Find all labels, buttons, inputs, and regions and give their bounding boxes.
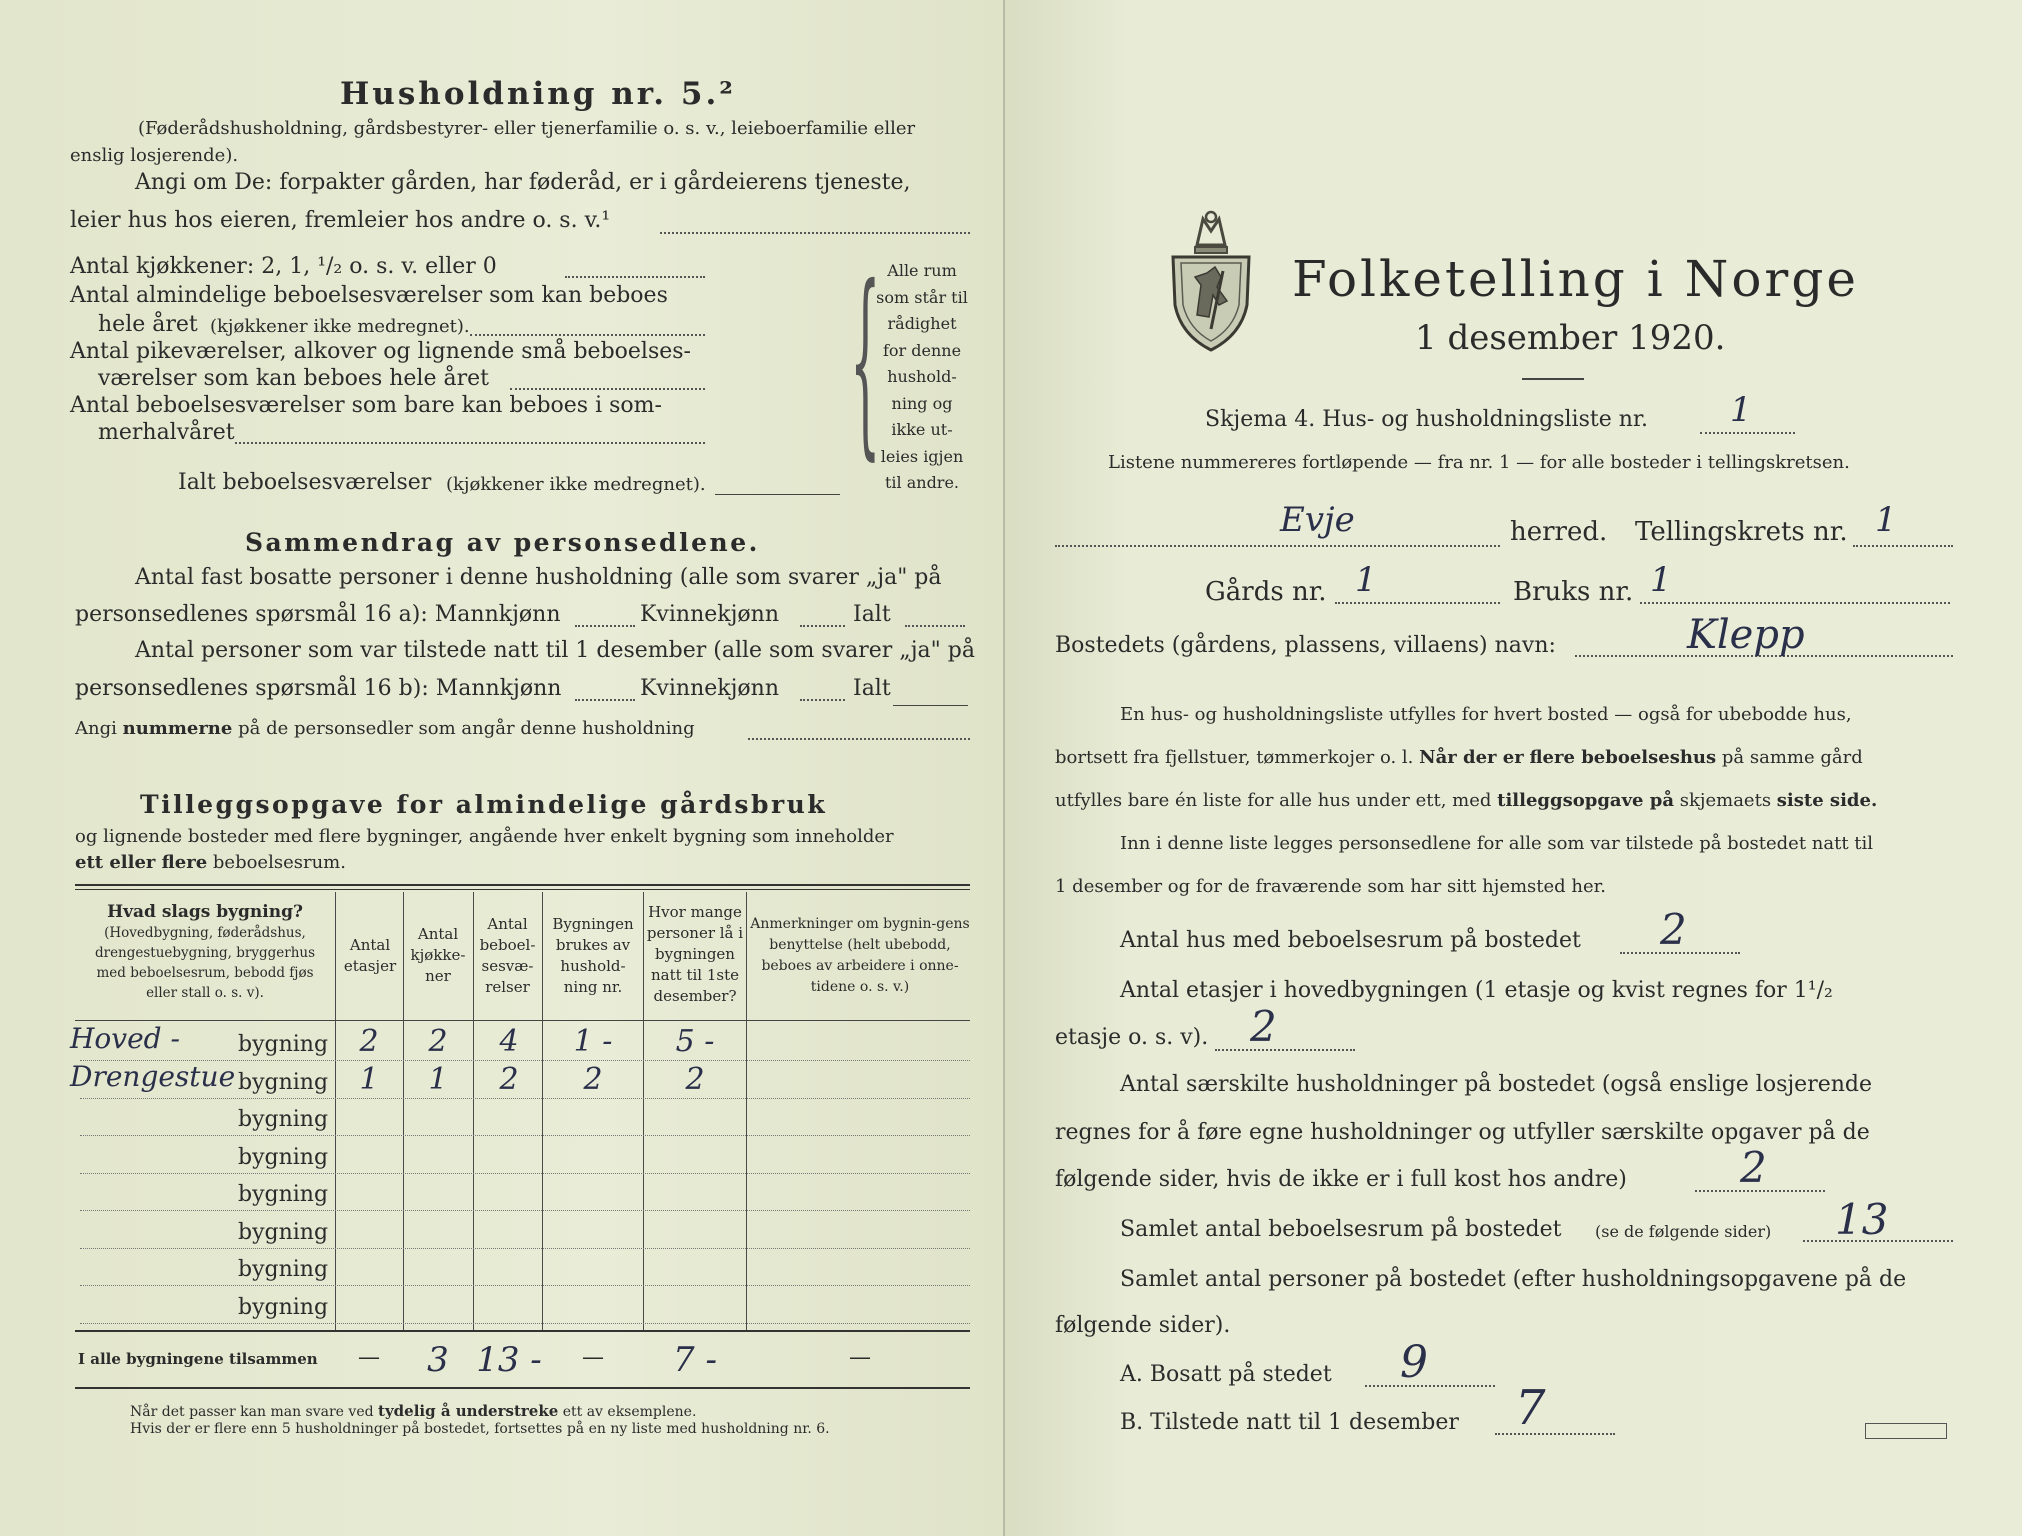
table-head-floors: Antal etasjer xyxy=(343,936,397,975)
rooms-small-2: værelser som kan beboes hele året xyxy=(98,366,489,391)
row-floors: 1 xyxy=(359,1061,379,1097)
question-present: B. Tilstede natt til 1 desember xyxy=(1120,1410,1459,1435)
building-label: bygning xyxy=(238,1294,329,1320)
total-floors: — xyxy=(358,1345,380,1370)
question-households-2: regnes for å føre egne husholdninger og utfyller særskilte opgaver på de xyxy=(1055,1120,1870,1145)
table-head-kitchens: Antal kjøkke-ner xyxy=(410,925,466,985)
supplement-line-2: ett eller flere beboelsesrum. xyxy=(75,852,346,873)
summary-line-3: Antal personer som var tilstede natt til 1 desember (alle som svarer „ja" på xyxy=(135,638,975,663)
answer-rooms: 13 xyxy=(1835,1195,1889,1244)
census-title: Folketelling i Norge xyxy=(1292,250,1859,308)
question-persons-2: følgende sider). xyxy=(1055,1313,1231,1338)
household-subtitle-2: enslig losjerende). xyxy=(70,145,239,166)
intro-line-2: leier hus hos eieren, fremleier hos andre o. s. v.¹ xyxy=(70,208,611,233)
summary-line-5: Angi nummerne på de personsedler som angår denne husholdning xyxy=(75,718,695,739)
left-page: Husholdning nr. 5.² (Føderådshusholdning, gårdsbestyrer- eller tjenerfamilie o. s. v., leieboerfamilie eller enslig losjerende). Angi om De: forpakter gården, har føderåd, er i gårdeierens tjeneste, leier hus hos eieren, fremleier hos andre o. s. v.¹ Antal kjøkkener: 2, 1, ¹/₂ o. s. v. eller 0 Antal almindelige beboelsesværelser som kan beboes hele året (kjøkkener ikke medregnet). Antal pikeværelser, alkover og lignende små beboelses- værelser som kan beboes hele året Antal beboelsesværelser som bare kan beboes i som- merhalvåret Ialt beboelsesværelser (kjøkkener ikke medregnet). { Alle rum som står til rådighet for denne hushold- ning og ikke ut- leies igjen til andre. Sammendrag av personsedlene. Antal fast bosatte personer i denne husholdning (alle som svarer „ja" på personsedlenes spørsmål 16 a): Mannkjønn Kvinnekjønn Ialt Antal personer som var tilstede natt til 1 desember (alle som svarer „ja" på personsedlenes spørsmål 16 b): Mannkjønn Kvinnekjønn Ialt Angi nummerne på de personsedler som angår denne husholdning Tilleggsopgave for almindelige gårdsbruk og lignende bosteder med flere bygninger, angående hver enkelt bygning som inneholder ett eller flere beboelsesrum. Hvad slags bygning? (Hovedbygning, føderådshus, drengestuebygning, bryggerhus med beboelsesrum, bebodd fjøs eller stall o. s. v). Antal etasjer Antal kjøkke-ner Antal beboel-sesvæ-relser Bygningen brukes av hushold-ning nr. Hvor mange personer lå i bygningen natt til 1ste desember? Anmerkninger om bygnin-gens benyttelse (helt ubebodd, beboes av arbeidere i onne-tidene o. s. v.) Hoved - bygning 2 2 4 1 - 5 - Drengestue bygning 1 1 2 2 2 bygning bygning bygning bygning bygning bygning I alle bygningene tilsammen — 3 13 - — 7 - — Når det passer kan man svare ved tydelig å understreke ett av eksemplene. Hvis der er flere enn 5 husholdninger på bostedet, fortsettes på en ny liste med husholdning nr. 6. xyxy=(0,0,1005,1536)
list-number: 1 xyxy=(1730,390,1752,430)
instruction-line-2: bortsett fra fjellstuer, tømmerkojer o. l. Når der er flere beboelseshus på samme gård xyxy=(1055,747,1863,768)
gards-value: 1 xyxy=(1355,560,1377,600)
krets-label: Tellingskrets nr. xyxy=(1635,517,1848,547)
bosted-value: Klepp xyxy=(1687,612,1805,658)
rooms-whole-year: hele året xyxy=(98,312,198,337)
table-total-label: I alle bygningene tilsammen xyxy=(78,1350,318,1368)
building-label: bygning xyxy=(238,1032,329,1057)
rooms-total: Ialt beboelsesværelser xyxy=(178,470,432,495)
table-head-persons: Hvor mange personer lå i bygningen natt til 1ste desember? xyxy=(646,903,744,1005)
krets-value: 1 xyxy=(1875,500,1897,540)
row-floors: 2 xyxy=(359,1024,379,1059)
building-label: bygning xyxy=(238,1107,329,1132)
building-label: bygning xyxy=(238,1219,329,1245)
question-floors-1: Antal etasjer i hovedbygningen (1 etasje og kvist regnes for 1¹/₂ xyxy=(1120,978,1833,1003)
instruction-line-5: 1 desember og for de fraværende som har sitt hjemsted her. xyxy=(1055,876,1606,897)
bruks-value: 1 xyxy=(1650,560,1672,600)
rooms-ordinary: Antal almindelige beboelsesværelser som kan beboes xyxy=(70,283,668,308)
household-subtitle-1: (Føderådshusholdning, gårdsbestyrer- eller tjenerfamilie o. s. v., leieboerfamilie eller xyxy=(138,118,916,139)
summary-line-2: personsedlenes spørsmål 16 a): Mannkjønn xyxy=(75,602,561,627)
gards-label: Gårds nr. xyxy=(1205,577,1327,607)
bruks-label: Bruks nr. xyxy=(1513,577,1634,607)
question-resident: A. Bosatt på stedet xyxy=(1120,1362,1332,1387)
building-label: bygning xyxy=(238,1257,329,1282)
question-floors-2: etasje o. s. v). xyxy=(1055,1025,1209,1050)
side-note: Alle rum som står til rådighet for denne hushold- ning og ikke ut- leies igjen til andre. xyxy=(876,261,968,492)
total-persons: 7 - xyxy=(673,1340,717,1380)
total-household: — xyxy=(582,1345,604,1370)
answer-houses: 2 xyxy=(1660,905,1687,954)
total-rooms: 13 - xyxy=(476,1340,542,1380)
summary-line-1: Antal fast bosatte personer i denne husholdning (alle som svarer „ja" på xyxy=(135,565,942,590)
building-label: bygning xyxy=(238,1144,329,1170)
supplement-title: Tilleggsopgave for almindelige gårdsbruk xyxy=(140,790,828,819)
building-name: Drengestue xyxy=(70,1059,236,1093)
question-houses: Antal hus med beboelsesrum på bostedet xyxy=(1120,928,1581,953)
coat-of-arms-icon xyxy=(1167,205,1255,355)
question-persons-1: Samlet antal personer på bostedet (efter husholdningsopgavene på de xyxy=(1120,1267,1907,1292)
total-kitchens: 3 xyxy=(427,1340,449,1380)
answer-floors: 2 xyxy=(1250,1002,1277,1051)
row-persons: 5 - xyxy=(675,1024,715,1059)
question-households-3: følgende sider, hvis de ikke er i full kost hos andre) xyxy=(1055,1167,1627,1192)
row-kitchens: 2 xyxy=(428,1024,448,1059)
printer-mark xyxy=(1865,1423,1947,1439)
herred-value: Evje xyxy=(1280,500,1355,540)
instruction-line-3: utfylles bare én liste for alle hus under ett, med tilleggsopgave på skjemaets siste side. xyxy=(1055,790,1878,811)
supplement-line-1: og lignende bosteder med flere bygninger, angående hver enkelt bygning som inneholder xyxy=(75,826,894,847)
schema-line: Skjema 4. Hus- og husholdningsliste nr. xyxy=(1205,407,1648,432)
bosted-label: Bostedets (gårdens, plassens, villaens) navn: xyxy=(1055,633,1556,658)
building-name: Hoved - xyxy=(70,1022,180,1055)
census-date: 1 desember 1920. xyxy=(1415,318,1726,358)
row-rooms: 4 xyxy=(499,1024,519,1059)
instruction-line-1: En hus- og husholdningsliste utfylles for hvert bosted — også for ubebodde hus, xyxy=(1120,704,1852,725)
rooms-summer: Antal beboelsesværelser som bare kan beboes i som- xyxy=(70,393,662,418)
answer-present: 7 xyxy=(1515,1380,1546,1436)
rooms-total-note: (kjøkkener ikke medregnet). xyxy=(446,474,706,495)
total-remarks: — xyxy=(849,1345,871,1370)
row-rooms: 2 xyxy=(499,1061,519,1097)
numbering-note: Listene nummereres fortløpende — fra nr. 1 — for alle bosteder i tellingskretsen. xyxy=(1108,452,1850,473)
table-head-remarks: Anmerkninger om bygnin-gens benyttelse (helt ubebodd, beboes av arbeidere i onne-tidene o. s. v.) xyxy=(750,916,970,995)
intro-line-1: Angi om De: forpakter gården, har føderåd, er i gårdeierens tjeneste, xyxy=(135,170,911,195)
answer-households: 2 xyxy=(1740,1143,1767,1192)
rooms-kitchens: Antal kjøkkener: 2, 1, ¹/₂ o. s. v. eller 0 xyxy=(70,254,497,279)
footnote-1: Når det passer kan man svare ved tydelig å understreke ett av eksemplene. xyxy=(130,1402,697,1420)
household-title: Husholdning nr. 5.² xyxy=(340,76,736,112)
question-rooms-note: (se de følgende sider) xyxy=(1595,1222,1772,1241)
table-head-rooms: Antal beboel-sesvæ-relser xyxy=(479,915,536,996)
row-household: 2 xyxy=(583,1061,603,1097)
question-rooms: Samlet antal beboelsesrum på bostedet xyxy=(1120,1217,1562,1242)
summary-title: Sammendrag av personsedlene. xyxy=(245,528,760,557)
table-head-household: Bygningen brukes av hushold-ning nr. xyxy=(552,915,634,996)
building-label: bygning xyxy=(238,1182,329,1207)
question-households-1: Antal særskilte husholdninger på bostedet (også enslige losjerende xyxy=(1120,1072,1873,1097)
building-label: bygning xyxy=(238,1069,329,1095)
answer-resident: 9 xyxy=(1400,1337,1428,1388)
row-kitchens: 1 xyxy=(428,1061,448,1097)
rooms-summer-2: merhalvåret xyxy=(98,420,235,445)
instruction-line-4: Inn i denne liste legges personsedlene for alle som var tilstede på bostedet natt til xyxy=(1120,833,1874,854)
rooms-note: (kjøkkener ikke medregnet). xyxy=(210,316,470,337)
row-persons: 2 xyxy=(685,1061,705,1097)
table-head-type: Hvad slags bygning? (Hovedbygning, føderådshus, drengestuebygning, bryggerhus med beboelsesrum, bebodd fjøs eller stall o. s. v). xyxy=(94,902,316,1001)
rooms-small: Antal pikeværelser, alkover og lignende små beboelses- xyxy=(70,339,691,364)
herred-label: herred. xyxy=(1510,517,1608,547)
footnote-2: Hvis der er flere enn 5 husholdninger på bostedet, fortsettes på en ny liste med husholdning nr. 6. xyxy=(130,1421,830,1437)
row-household: 1 - xyxy=(573,1024,613,1059)
summary-line-4: personsedlenes spørsmål 16 b): Mannkjønn xyxy=(75,676,562,701)
right-page xyxy=(1005,0,2022,1536)
